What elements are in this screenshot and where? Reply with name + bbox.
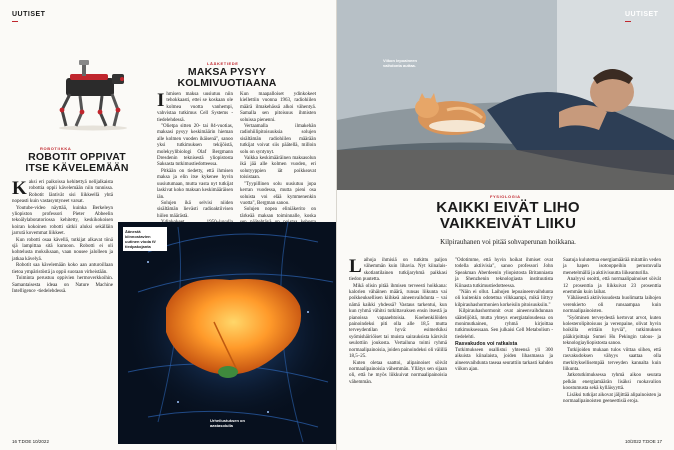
liver-image-caption: Äänestä kiinnostavien uutinen vioda fi/ tiedpakojanta — [123, 227, 167, 251]
page-number-right: 10/2022 T:DOE 17 — [625, 439, 662, 444]
liver-illustration-caption: Urheilustuksen on aastasolulla — [210, 418, 245, 428]
liver-article-col1: Ihmisen maksa uusiutuu niin tehokkaasti, ettei se koskaan ole kolmea vuotta vanhempi, vahvistaa tutkimus Cell Systems -tiedelehdessä. "Olietpa sitten 20- tai 84-vuotias, maksasi pysyy keskimäärin hieman alle kolmen vuoden ikäisenä", sanoo yksi tutkimuksen tekijöistä, molekyylibiologi Olaf Bergmann Dresdenin teknisestä yliopistosta Saksasta tutkimustiedotteessa. Pitkään on tiedetty, että ihmisen maksa ja elin itse kykenee hyvin uusiutumaan, mutta vasta nyt tutkijat laskivat koko maksan keskimääräisen iän. Solujen ikä selvisi niiden sisältämän lievästi radioaktiivisen hiilen määrästä. — [157, 90, 233, 219]
robot-headline: ROBOTIT OPPIVAT ITSE KÄVELEMÄÄN — [25, 151, 129, 175]
liver-headline: MAKSA PYSYY KOLMIVUOTIAANA — [177, 66, 277, 90]
physiology-deck: Kilpirauhanen voi pitää sohvaperunan hoikkana. — [440, 238, 576, 246]
section-rule — [12, 21, 18, 22]
liver-dropcap: I — [157, 90, 165, 111]
liver-kicker: LÄÄKETIEDE — [207, 61, 239, 66]
robot-dog-illustration — [52, 56, 134, 132]
robot-kicker: ROBOTIIKKA — [40, 146, 72, 151]
liver-article-col2: Kun maapalloiset ydinkokeet kiellettiin vuonna 1963, radiohiilen määrä ilmakehässä alkoi vähentyä. Samalla sen pitoisuus ihmisten soluissa pienenni. Vertaamalla ilmakehän radiohiilipitoisuuksia solujen sisältämän radiohiilen määrään tutkijat voivat siis päätellä, milloin solu on syntynyt. Vaikka keskimääräinen maksasolun ikä jää alle kolmen vuoden, eri solutyyppien iät poikkeavat toisistaan. "Tyypillinen solu uusiutuu jopa kerran vuodessa, mutta pieni osa soluista voi elää kymmenenkin vuotta", Bergman sanoo. Solujen nopea eliniäkerito on tärkeää maksan toiminnalle, koska — [240, 92, 316, 219]
physiology-dropcap: L — [349, 256, 362, 277]
man-with-cat-photo — [337, 0, 674, 190]
section-label-right: UUTISET — [625, 11, 659, 18]
photo-caption: Viikon lepoaineen vaihdonta auttaa. — [383, 58, 417, 68]
physiology-subhead: Rasvakudos voi ratkaista — [455, 341, 518, 348]
liver-illustration — [118, 222, 337, 444]
physiology-col3: Saatuja kulutettua energiamäärää mitattiin veden ja hapen isotooppeihin perustuvalla menetelmällä ja aktiivisuutta liikeanturilla. Analyysi osoitti, että normaalipainoiset söivät 12 prosenttia ja liikkuivat 23 prosenttia enemmän kuin laihat. Vähäisestä aktiivisuudesta huolimatta laihojen verenkierto oli runsaampaa kuin normaalipainoisten. "Syöminen terveydestä kertovat arvot, kuten kolesterolipitoisuus ja verenpaine, olivat hyvin hoikilla erittäin hyviä", tutkimuksen pääkirjoittaja Sumei Hu Pekingin talous- ja teknologiayliopistosta sanoo. Tutkijoiden mukaan tulos viittaa siihen, että rasvakudoksen vähyys saattaa olla merkityksellisempää terveyden kannalta kuin liikunta. Jatkotutkimuksessa ryhmä aikoo seurata pelkän energiamäärän lisäksi ruokavalion koostumusta sekä kylläisyyttä. Lisäksi tutkijat aikovat jäljittää alipainoisten ja normaalipainoisten geeneettisiä eroja. — [563, 258, 661, 404]
right-page — [337, 0, 674, 450]
section-rule-right — [625, 21, 631, 22]
physiology-kicker: FYSIOLOGIA — [490, 194, 521, 199]
page-number-left: 16 T:DOE 10/2022 — [12, 439, 49, 444]
robot-dropcap: K — [12, 178, 27, 199]
physiology-headline: KAIKKI EIVÄT LIHO VAIKKEIVÄT LIIKU — [436, 199, 580, 232]
section-label: UUTISET — [12, 11, 46, 18]
physiology-col1: Laihoja ihmisiä on tutkittu paljon vähemmän kuin lihavia. Nyt kiinalais-skotlantilainen tutkijaryhmä paikkasi tiedon puutetta. Mikä olisin pitää ihmisen terveesti hoikkana: kalorien vähäinen määrä, runsas liikunta vai poikkeuksellisen kiihkeä aineenvaihdunta – vai nämä kaikki yhdessä? Vastaus tarkentui, kun kun ryhmä vähitsi tutkittavaksen ensin itsestä ja pianoissa vapaaehtoisia. Koehenkilöiden painoindeksi piti olla alle 18,5 mutta terveydentilan hyvä: esimerkiksi syömishäiriöiset tai muista sairauksista kärsivät seulottiin joukosta. Vertailuna toimi ryhmä normaalipainoisia, joiden painoindeksi oli välillä 18,5–25. Kuten oletaa saattoi, alipainoiset söivät normaalipainoisia vähemmän. Yllätys sen sijaan oli, että he myös liikkuivat normaalipainoisia vähemmän. — [349, 256, 447, 385]
physiology-col2: "Odotimme, että hyvin hoikat ihmiset ovat todella aktiivisia", sanoo professori John Speakman Aberdeenin yliopistosta Britanniasta ja Shenzhenin teknologiasta instituutista Kiinasta tutkimustiedotteessa. "Näin ei ollut. Laihojen lepoaineenvaihdunta oli kuitenkin odotettua vilkkaampi, mikä liittyy kilpirauhashormonien korkeisiin pitoisuuksiin." Kilpirauhashormonit ovat aineenvaihdunnan säätelijöitä, mutta yhteys energiataloudessa on monimutkainen, ryhmä kirjoittaa tutkimuksessaan. Sen julkaisi Cell Metabolism -tiedelehti. Rasvakudos voi ratkaista Tutkimukseen osallistui yhteensä yli 300 aikuista kiinalaista, joiden lihasmassa ja aineenvaihdunta taseaa seurattiin tarkasti kahden viikon ajan. — [455, 258, 553, 372]
robot-article-body: Kaksi eri paikoissa kehitettyä nelijalkaista robottia oppii kävelemään niin tunnissa. Robotit läntivät sisi liikkeellä yhtä nopeasti kuin vastasyntyneet varsat. Youtube-video näyttää, kuinka Berkeleyn yliopiston professori Pieter Abbeelin tekoälylaboratoriossa kehitetty, keskikokoisen koiran kokoinen robotti sätkii aluksi sekälläin jarrutä kovemmat liikkeet. Kun robotti osaa kävellä, tutkijat alkavat tönä sjä lampittaa sitä kumoon. Robotti ei oli kohtelusta moksiksaan, vaan nousee jalolleen ja jatkaa kävelyä. Robotit saa kävelemään koko aan anturoillaan tietoa ympäristöstä ja oppii suoraan virheistään. Toiminta perustuu oppivien hermoverkkoihin. Samantaisesta ideaa on Nature Machine Intelligence -tiedelehdessä. — [12, 178, 113, 294]
